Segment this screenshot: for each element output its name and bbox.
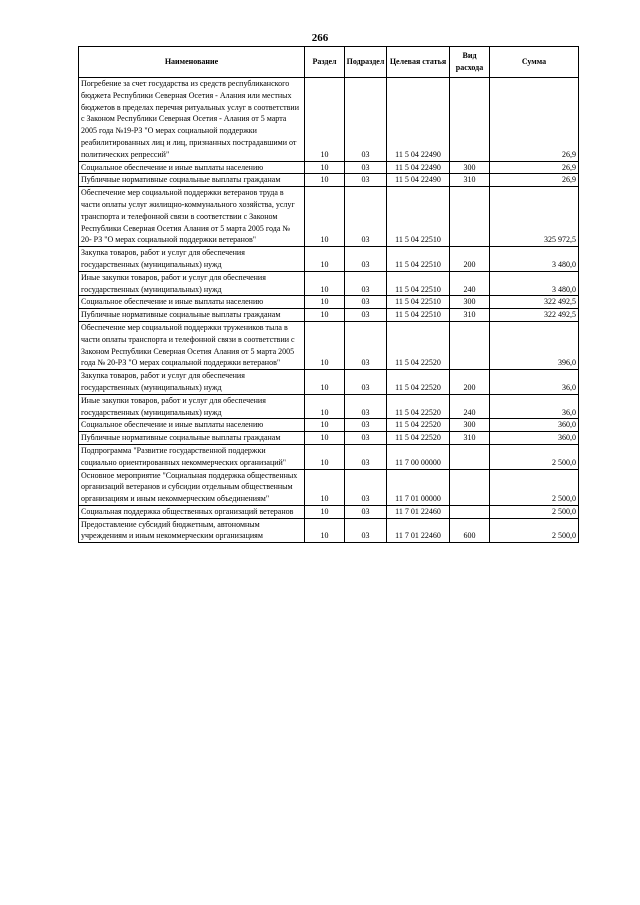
row-subsection: 03 bbox=[345, 469, 387, 505]
row-subsection: 03 bbox=[345, 505, 387, 518]
row-name: Социальное обеспечение и иные выплаты населению bbox=[79, 419, 305, 432]
row-section: 10 bbox=[305, 370, 345, 395]
row-kind bbox=[450, 505, 490, 518]
row-section: 10 bbox=[305, 161, 345, 174]
row-name: Иные закупки товаров, работ и услуг для обеспечения государственных (муниципальных) нужд bbox=[79, 394, 305, 419]
row-name: Публичные нормативные социальные выплаты гражданам bbox=[79, 174, 305, 187]
header-subsection: Подраздел bbox=[345, 47, 387, 78]
row-target: 11 5 04 22520 bbox=[387, 370, 450, 395]
row-name: Основное мероприятие "Социальная поддержка общественных организаций ветеранов и субсидии отдельным общественным организациям и иным некоммерческим объединениям" bbox=[79, 469, 305, 505]
row-section: 10 bbox=[305, 505, 345, 518]
row-sum: 36,0 bbox=[490, 370, 579, 395]
row-sum: 325 972,5 bbox=[490, 187, 579, 247]
row-subsection: 03 bbox=[345, 321, 387, 369]
row-target: 11 5 04 22520 bbox=[387, 432, 450, 445]
row-kind: 310 bbox=[450, 309, 490, 322]
row-section: 10 bbox=[305, 187, 345, 247]
table-row bbox=[79, 161, 579, 174]
row-kind: 300 bbox=[450, 419, 490, 432]
table-row bbox=[79, 444, 579, 469]
row-name: Социальное обеспечение и иные выплаты населению bbox=[79, 161, 305, 174]
row-name: Подпрограмма "Развитие государственной поддержки социально ориентированных некоммерческих организаций" bbox=[79, 444, 305, 469]
row-kind: 300 bbox=[450, 296, 490, 309]
table-row bbox=[79, 321, 579, 369]
row-kind bbox=[450, 78, 490, 162]
row-kind: 310 bbox=[450, 432, 490, 445]
table-row bbox=[79, 469, 579, 505]
row-target: 11 7 01 22460 bbox=[387, 518, 450, 543]
row-subsection: 03 bbox=[345, 247, 387, 272]
row-section: 10 bbox=[305, 394, 345, 419]
row-subsection: 03 bbox=[345, 444, 387, 469]
row-name: Социальное обеспечение и иные выплаты населению bbox=[79, 296, 305, 309]
row-kind bbox=[450, 321, 490, 369]
row-subsection: 03 bbox=[345, 370, 387, 395]
row-name: Закупка товаров, работ и услуг для обеспечения государственных (муниципальных) нужд bbox=[79, 247, 305, 272]
row-section: 10 bbox=[305, 174, 345, 187]
row-kind: 240 bbox=[450, 271, 490, 296]
table-row bbox=[79, 370, 579, 395]
page-number: 266 bbox=[311, 32, 329, 44]
row-target: 11 5 04 22510 bbox=[387, 309, 450, 322]
row-subsection: 03 bbox=[345, 432, 387, 445]
row-target: 11 5 04 22490 bbox=[387, 161, 450, 174]
row-target: 11 5 04 22510 bbox=[387, 247, 450, 272]
row-name: Закупка товаров, работ и услуг для обеспечения государственных (муниципальных) нужд bbox=[79, 370, 305, 395]
row-name: Иные закупки товаров, работ и услуг для обеспечения государственных (муниципальных) нужд bbox=[79, 271, 305, 296]
row-target: 11 5 04 22490 bbox=[387, 78, 450, 162]
row-target: 11 5 04 22520 bbox=[387, 321, 450, 369]
row-section: 10 bbox=[305, 296, 345, 309]
row-subsection: 03 bbox=[345, 296, 387, 309]
header-expense-type: Вид расхода bbox=[450, 47, 490, 78]
row-section: 10 bbox=[305, 247, 345, 272]
table-row bbox=[79, 394, 579, 419]
row-sum: 26,9 bbox=[490, 78, 579, 162]
row-sum: 36,0 bbox=[490, 394, 579, 419]
row-subsection: 03 bbox=[345, 187, 387, 247]
table-row bbox=[79, 518, 579, 543]
row-subsection: 03 bbox=[345, 78, 387, 162]
header-sum: Сумма bbox=[490, 47, 579, 78]
table-row bbox=[79, 174, 579, 187]
table-header-row bbox=[79, 47, 579, 78]
row-section: 10 bbox=[305, 444, 345, 469]
row-target: 11 5 04 22520 bbox=[387, 419, 450, 432]
table-row bbox=[79, 419, 579, 432]
table-row bbox=[79, 309, 579, 322]
row-kind bbox=[450, 187, 490, 247]
row-subsection: 03 bbox=[345, 161, 387, 174]
row-name: Обеспечение мер социальной поддержки ветеранов труда в части оплаты услуг жилищно-коммунального хозяйства, услуг транспорта и телефонной связи в соответствии с Законом Республики Северная Осетия Алания от 5 марта 2005 года № 20- РЗ "О мерах социальной поддержки ветеранов" bbox=[79, 187, 305, 247]
row-sum: 396,0 bbox=[490, 321, 579, 369]
row-name: Обеспечение мер социальной поддержки тружеников тыла в части оплаты транспорта и телефонной связи в соответствии с Законом Республики Северная Осетия Алания от 5 марта 2005 года № 20-РЗ "О мерах социальной поддержки ветеранов" bbox=[79, 321, 305, 369]
row-subsection: 03 bbox=[345, 419, 387, 432]
row-sum: 322 492,5 bbox=[490, 309, 579, 322]
row-kind bbox=[450, 469, 490, 505]
header-target-article: Целевая статья bbox=[387, 47, 450, 78]
row-sum: 26,9 bbox=[490, 161, 579, 174]
row-kind: 300 bbox=[450, 161, 490, 174]
row-target: 11 7 00 00000 bbox=[387, 444, 450, 469]
row-kind: 600 bbox=[450, 518, 490, 543]
row-target: 11 5 04 22520 bbox=[387, 394, 450, 419]
row-section: 10 bbox=[305, 419, 345, 432]
row-section: 10 bbox=[305, 432, 345, 445]
row-name: Предоставление субсидий бюджетным, автономным учреждениям и иным некоммерческим организациям bbox=[79, 518, 305, 543]
row-sum: 3 480,0 bbox=[490, 271, 579, 296]
row-section: 10 bbox=[305, 309, 345, 322]
row-sum: 2 500,0 bbox=[490, 505, 579, 518]
row-sum: 26,9 bbox=[490, 174, 579, 187]
row-target: 11 5 04 22490 bbox=[387, 174, 450, 187]
table-row bbox=[79, 505, 579, 518]
budget-table bbox=[78, 46, 579, 543]
row-subsection: 03 bbox=[345, 271, 387, 296]
row-kind bbox=[450, 444, 490, 469]
row-sum: 2 500,0 bbox=[490, 444, 579, 469]
header-section: Раздел bbox=[305, 47, 345, 78]
row-kind: 310 bbox=[450, 174, 490, 187]
row-target: 11 5 04 22510 bbox=[387, 187, 450, 247]
row-name: Социальная поддержка общественных организаций ветеранов bbox=[79, 505, 305, 518]
table-row bbox=[79, 247, 579, 272]
row-sum: 2 500,0 bbox=[490, 469, 579, 505]
table-row bbox=[79, 296, 579, 309]
row-sum: 2 500,0 bbox=[490, 518, 579, 543]
table-row bbox=[79, 271, 579, 296]
row-sum: 360,0 bbox=[490, 432, 579, 445]
row-sum: 3 480,0 bbox=[490, 247, 579, 272]
row-target: 11 5 04 22510 bbox=[387, 271, 450, 296]
row-target: 11 7 01 22460 bbox=[387, 505, 450, 518]
header-name: Наименование bbox=[79, 47, 305, 78]
table-row bbox=[79, 78, 579, 162]
row-target: 11 5 04 22510 bbox=[387, 296, 450, 309]
row-section: 10 bbox=[305, 271, 345, 296]
row-section: 10 bbox=[305, 78, 345, 162]
row-subsection: 03 bbox=[345, 309, 387, 322]
row-subsection: 03 bbox=[345, 394, 387, 419]
row-subsection: 03 bbox=[345, 518, 387, 543]
row-sum: 360,0 bbox=[490, 419, 579, 432]
row-kind: 240 bbox=[450, 394, 490, 419]
table-row bbox=[79, 432, 579, 445]
row-section: 10 bbox=[305, 518, 345, 543]
row-subsection: 03 bbox=[345, 174, 387, 187]
row-section: 10 bbox=[305, 469, 345, 505]
row-name: Погребение за счет государства из средств республиканского бюджета Республики Северная Осетия - Алания или местных бюджетов в пределах перечня ритуальных услуг в соответствии с Законом Республики Северная Осетия - Алания от 5 марта 2005 года №19-РЗ "О мерах социальной поддержки реабилитированных лиц и лиц, признанных пострадавшими от политических репрессий" bbox=[79, 78, 305, 162]
table-row bbox=[79, 187, 579, 247]
row-kind: 200 bbox=[450, 370, 490, 395]
row-kind: 200 bbox=[450, 247, 490, 272]
row-section: 10 bbox=[305, 321, 345, 369]
row-sum: 322 492,5 bbox=[490, 296, 579, 309]
row-target: 11 7 01 00000 bbox=[387, 469, 450, 505]
row-name: Публичные нормативные социальные выплаты гражданам bbox=[79, 432, 305, 445]
row-name: Публичные нормативные социальные выплаты гражданам bbox=[79, 309, 305, 322]
